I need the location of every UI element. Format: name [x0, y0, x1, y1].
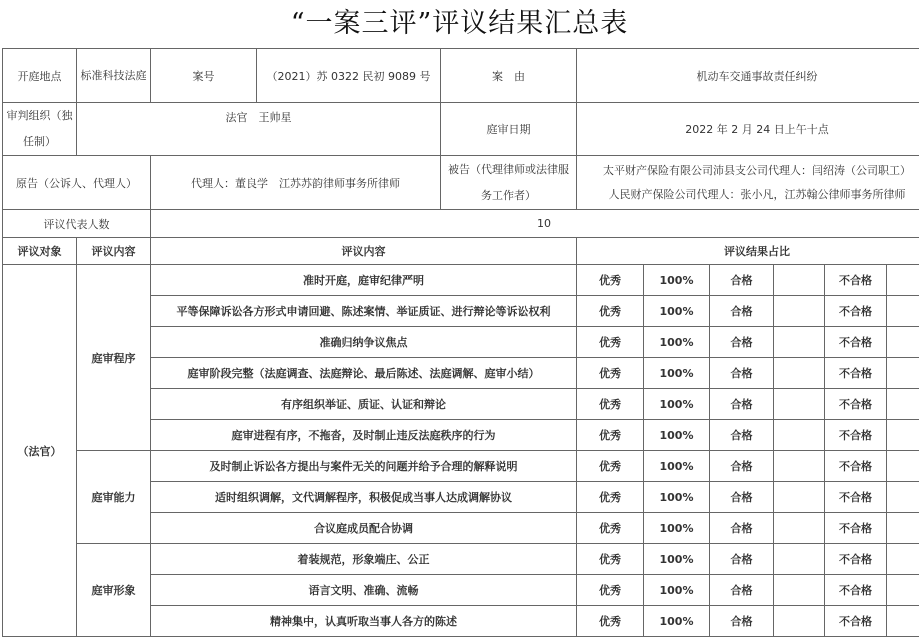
grade-excellent-label: 优秀 — [577, 265, 644, 296]
grade-excellent-pct: 100% — [644, 451, 710, 482]
grade-fail-pct — [887, 513, 919, 544]
grade-fail-pct — [887, 606, 919, 637]
grade-fail-pct — [887, 482, 919, 513]
date-value: 2022 年 2 月 24 日上午十点 — [577, 103, 919, 156]
reps-label: 评议代表人数 — [3, 210, 151, 238]
grade-fail-pct — [887, 327, 919, 358]
evaluation-item-text: 语言文明、准确、流畅 — [151, 575, 577, 606]
grade-pass-label: 合格 — [710, 606, 774, 637]
grade-pass-label: 合格 — [710, 265, 774, 296]
grade-fail-label: 不合格 — [825, 389, 887, 420]
case-no-label: 案号 — [151, 49, 257, 103]
evaluation-category: 庭审能力 — [77, 451, 151, 544]
grade-fail-pct — [887, 389, 919, 420]
grade-excellent-pct: 100% — [644, 482, 710, 513]
grade-excellent-label: 优秀 — [577, 513, 644, 544]
evaluation-item-text: 有序组织举证、质证、认证和辩论 — [151, 389, 577, 420]
grade-excellent-label: 优秀 — [577, 358, 644, 389]
evaluation-item-text: 庭审进程有序，不拖沓，及时制止违反法庭秩序的行为 — [151, 420, 577, 451]
grade-pass-pct — [774, 420, 825, 451]
grade-excellent-pct: 100% — [644, 327, 710, 358]
grade-pass-pct — [774, 575, 825, 606]
grade-excellent-label: 优秀 — [577, 389, 644, 420]
cause-label: 案 由 — [441, 49, 577, 103]
grade-fail-pct — [887, 544, 919, 575]
grade-pass-pct — [774, 513, 825, 544]
evaluation-item-text: 及时制止诉讼各方提出与案件无关的问题并给予合理的解释说明 — [151, 451, 577, 482]
grade-excellent-label: 优秀 — [577, 327, 644, 358]
grade-fail-label: 不合格 — [825, 358, 887, 389]
grade-pass-pct — [774, 482, 825, 513]
info-row-panel — [3, 103, 919, 156]
grade-excellent-label: 优秀 — [577, 606, 644, 637]
grade-excellent-label: 优秀 — [577, 482, 644, 513]
grade-fail-label: 不合格 — [825, 327, 887, 358]
grade-excellent-pct: 100% — [644, 389, 710, 420]
col-object-header: 评议对象 — [3, 238, 77, 265]
grade-pass-label: 合格 — [710, 575, 774, 606]
evaluation-row — [3, 265, 919, 296]
plaintiff-value: 代理人：董良学 江苏苏韵律师事务所律师 — [151, 156, 441, 210]
col-content-header: 评议内容 — [151, 238, 577, 265]
evaluation-item-text: 庭审阶段完整（法庭调查、法庭辩论、最后陈述、法庭调解、庭审小结） — [151, 358, 577, 389]
grade-pass-label: 合格 — [710, 420, 774, 451]
grade-excellent-pct: 100% — [644, 358, 710, 389]
document-title: “一案三评”评议结果汇总表 — [290, 8, 629, 39]
grade-pass-label: 合格 — [710, 451, 774, 482]
evaluation-object: （法官） — [3, 265, 77, 637]
grade-excellent-pct: 100% — [644, 513, 710, 544]
evaluation-row — [3, 451, 919, 482]
grade-fail-pct — [887, 296, 919, 327]
defendant-line-1: 太平财产保险有限公司沛县支公司代理人：闫绍涛（公司职工） — [603, 163, 912, 177]
grade-fail-label: 不合格 — [825, 575, 887, 606]
grade-pass-pct — [774, 606, 825, 637]
grade-excellent-pct: 100% — [644, 420, 710, 451]
grade-excellent-pct: 100% — [644, 575, 710, 606]
column-header-row — [3, 238, 919, 265]
grade-pass-pct — [774, 451, 825, 482]
info-row-reps — [3, 210, 919, 238]
grade-pass-pct — [774, 544, 825, 575]
date-label: 庭审日期 — [441, 103, 577, 156]
case-no-value: （2021）苏 0322 民初 9089 号 — [257, 49, 441, 103]
grade-fail-label: 不合格 — [825, 451, 887, 482]
evaluation-item-text: 适时组织调解，文代调解程序，积极促成当事人达成调解协议 — [151, 482, 577, 513]
evaluation-item-text: 平等保障诉讼各方形式申请回避、陈述案情、举证质证、进行辩论等诉讼权利 — [151, 296, 577, 327]
defendant-label: 被告（代理律师或法律服务工作者） — [441, 156, 577, 210]
grade-fail-pct — [887, 451, 919, 482]
grade-pass-label: 合格 — [710, 296, 774, 327]
evaluation-item-text: 准时开庭，庭审纪律严明 — [151, 265, 577, 296]
grade-fail-pct — [887, 420, 919, 451]
grade-pass-label: 合格 — [710, 513, 774, 544]
grade-excellent-label: 优秀 — [577, 575, 644, 606]
grade-excellent-pct: 100% — [644, 296, 710, 327]
grade-pass-pct — [774, 296, 825, 327]
grade-fail-pct — [887, 265, 919, 296]
court-location-value: 标准科技法庭 — [77, 49, 151, 103]
grade-excellent-pct: 100% — [644, 606, 710, 637]
grade-fail-label: 不合格 — [825, 544, 887, 575]
evaluation-rows — [3, 265, 919, 637]
plaintiff-label: 原告（公诉人、代理人） — [3, 156, 151, 210]
grade-pass-pct — [774, 358, 825, 389]
defendant-value — [577, 156, 919, 210]
grade-excellent-label: 优秀 — [577, 296, 644, 327]
grade-excellent-label: 优秀 — [577, 420, 644, 451]
grade-excellent-pct: 100% — [644, 265, 710, 296]
defendant-line-2: 人民财产保险公司代理人：张小凡，江苏翰公律师事务所律师 — [608, 187, 906, 201]
info-row-parties — [3, 156, 919, 210]
evaluation-item-text: 精神集中，认真听取当事人各方的陈述 — [151, 606, 577, 637]
evaluation-item-text: 合议庭成员配合协调 — [151, 513, 577, 544]
evaluation-row — [3, 544, 919, 575]
court-location-label: 开庭地点 — [3, 49, 77, 103]
grade-pass-label: 合格 — [710, 482, 774, 513]
panel-label: 审判组织（独任制） — [3, 103, 77, 156]
grade-fail-pct — [887, 358, 919, 389]
evaluation-table — [2, 48, 919, 637]
col-result-header: 评议结果占比 — [577, 238, 919, 265]
grade-pass-label: 合格 — [710, 544, 774, 575]
grade-pass-pct — [774, 265, 825, 296]
grade-fail-label: 不合格 — [825, 265, 887, 296]
grade-excellent-pct: 100% — [644, 544, 710, 575]
info-row-location — [3, 49, 919, 103]
evaluation-item-text: 着装规范，形象端庄、公正 — [151, 544, 577, 575]
panel-value: 法官 王帅星 — [77, 103, 441, 156]
grade-pass-pct — [774, 389, 825, 420]
grade-pass-label: 合格 — [710, 358, 774, 389]
grade-fail-label: 不合格 — [825, 513, 887, 544]
grade-pass-label: 合格 — [710, 389, 774, 420]
evaluation-item-text: 准确归纳争议焦点 — [151, 327, 577, 358]
cause-value: 机动车交通事故责任纠纷 — [577, 49, 919, 103]
evaluation-category: 庭审形象 — [77, 544, 151, 637]
evaluation-category: 庭审程序 — [77, 265, 151, 451]
grade-pass-label: 合格 — [710, 327, 774, 358]
grade-fail-pct — [887, 575, 919, 606]
grade-excellent-label: 优秀 — [577, 451, 644, 482]
reps-value: 10 — [151, 210, 919, 238]
grade-excellent-label: 优秀 — [577, 544, 644, 575]
col-content-category-header: 评议内容 — [77, 238, 151, 265]
grade-pass-pct — [774, 327, 825, 358]
grade-fail-label: 不合格 — [825, 606, 887, 637]
grade-fail-label: 不合格 — [825, 420, 887, 451]
grade-fail-label: 不合格 — [825, 482, 887, 513]
grade-fail-label: 不合格 — [825, 296, 887, 327]
